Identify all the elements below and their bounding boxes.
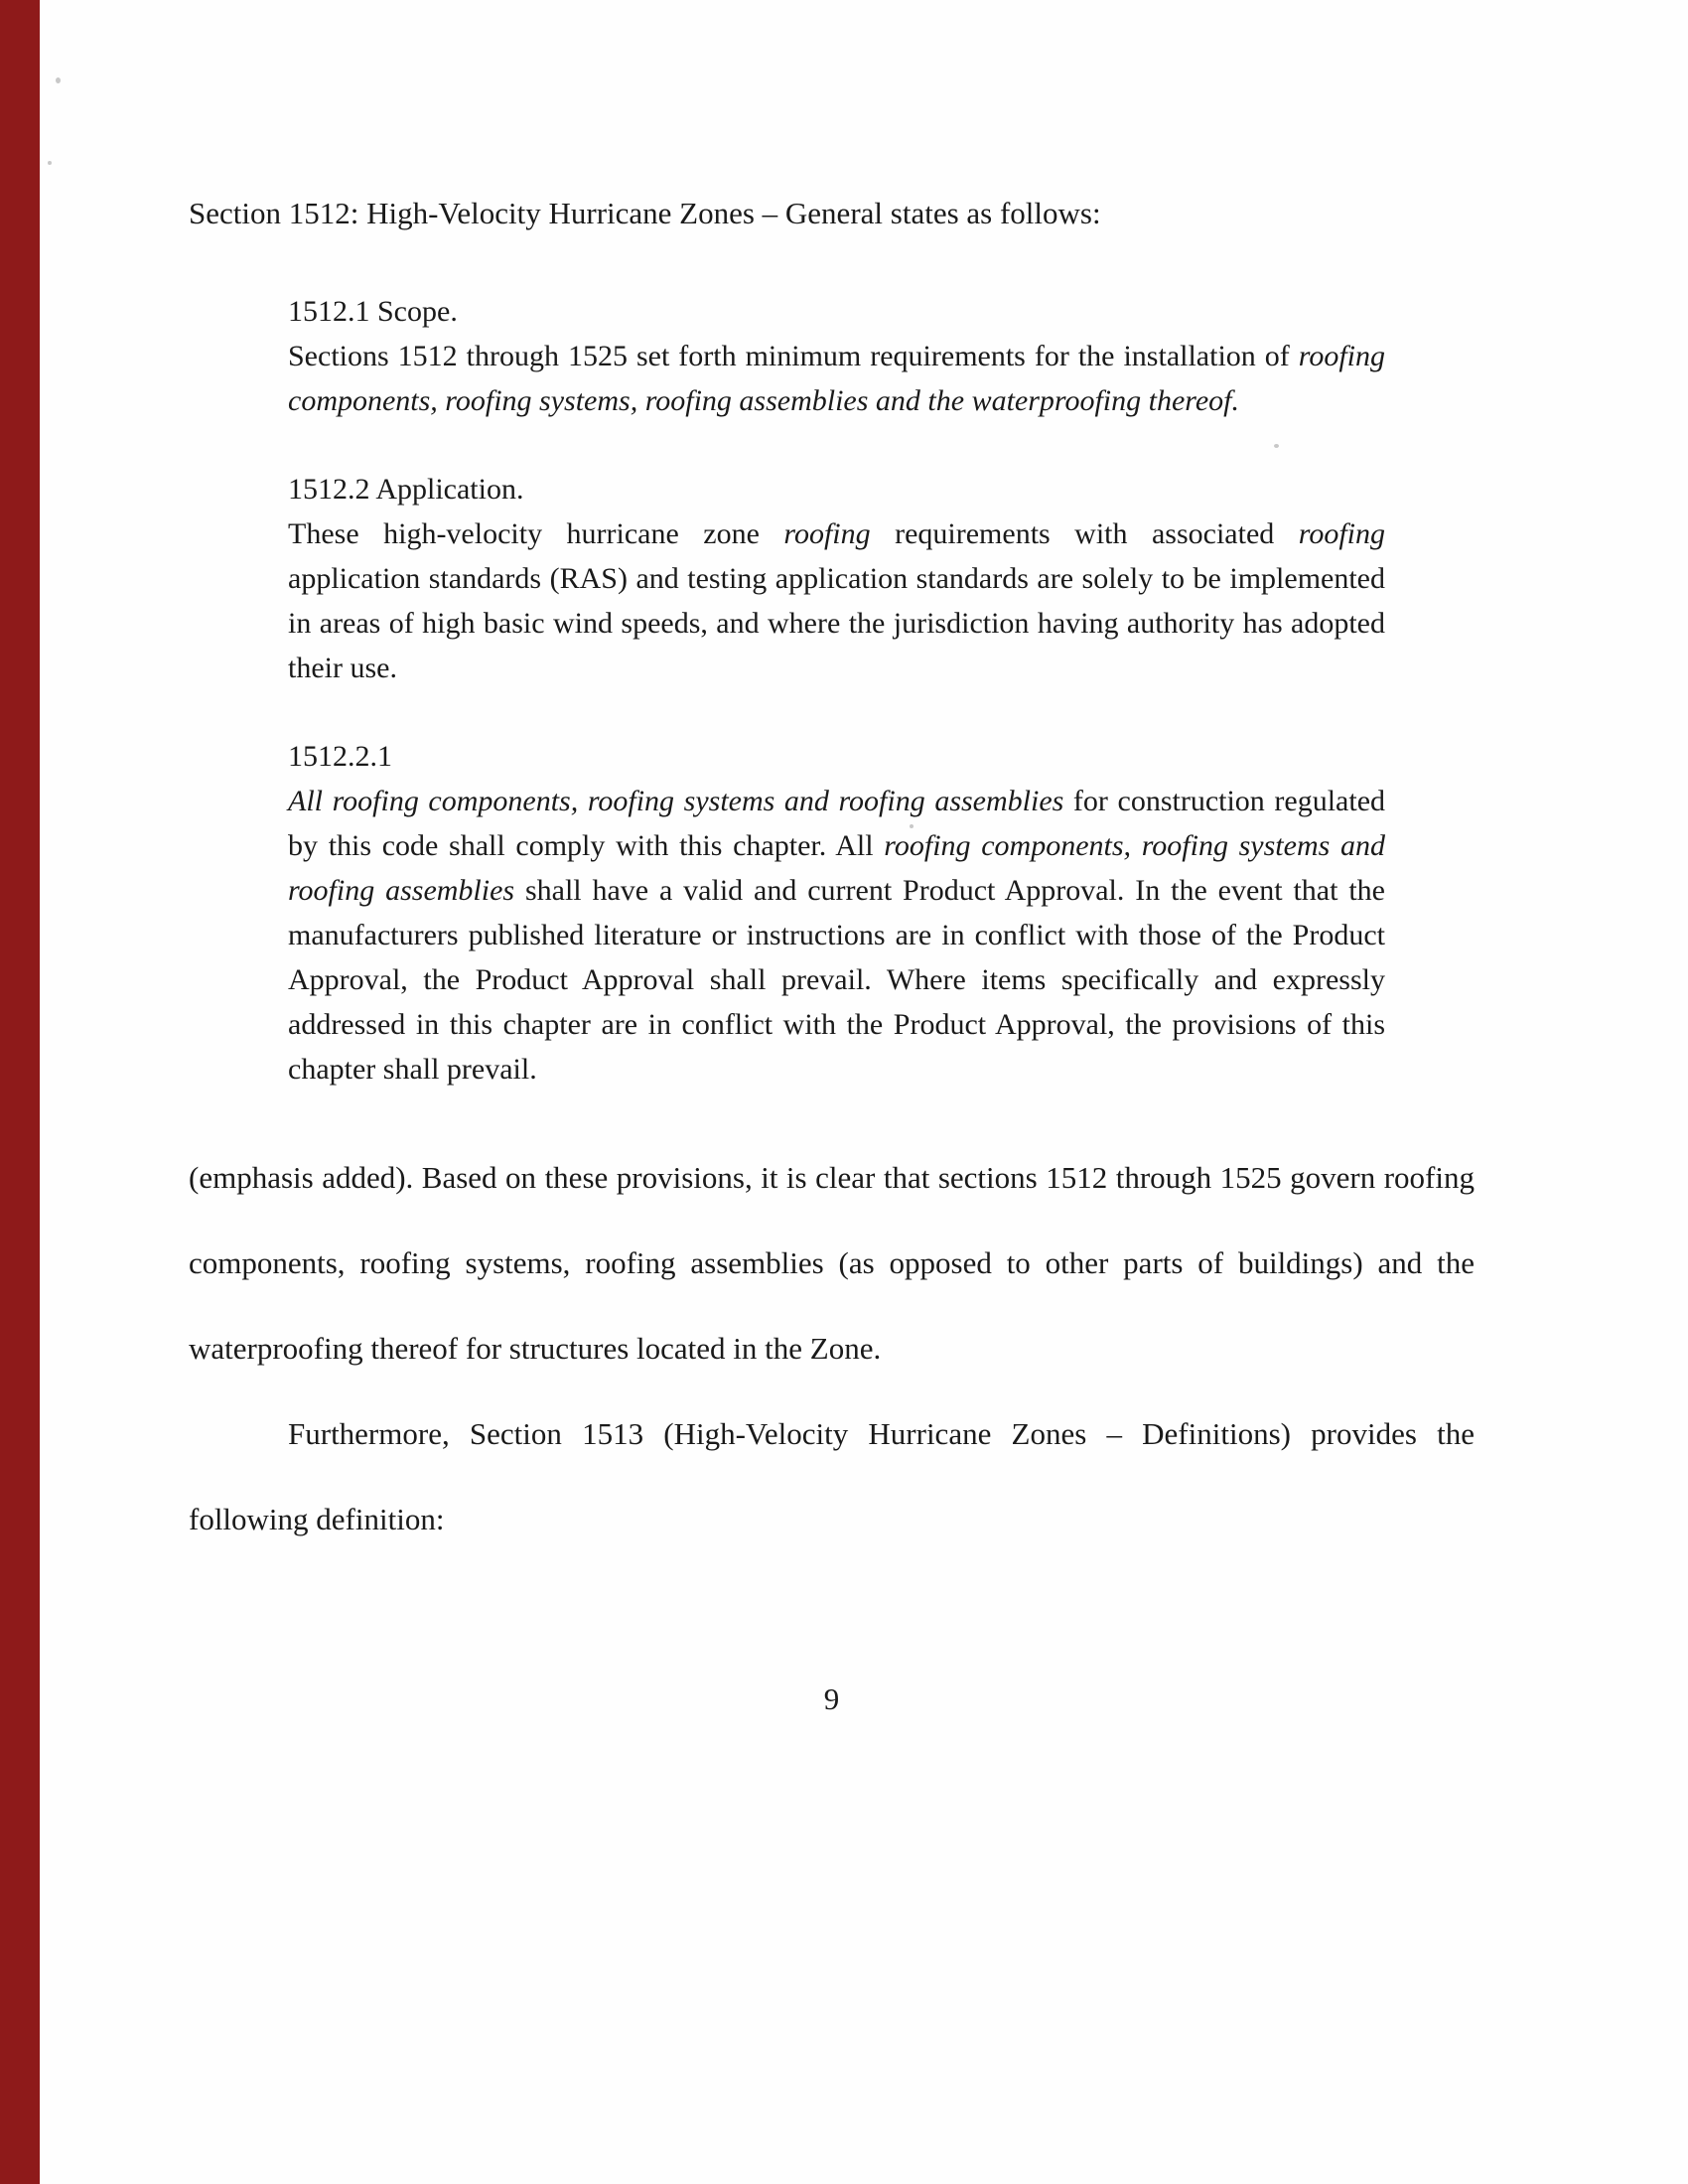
quote-heading: 1512.2.1 [288, 740, 392, 773]
scan-speck [48, 161, 52, 165]
quote-heading: 1512.2 Application. [288, 473, 524, 506]
quote-heading: 1512.1 Scope. [288, 295, 458, 328]
scan-binding-edge [0, 0, 40, 2184]
section-intro-text: Section 1512: High-Velocity Hurricane Zones – General states as follows: [189, 196, 1101, 230]
body-paragraph-furthermore: Furthermore, Section 1513 (High-Velocity Hurricane Zones – Definitions) provides the following definition: [189, 1416, 1475, 1536]
page-number: 9 [823, 1681, 840, 1716]
quote-body: All roofing components, roofing systems and roofing assemblies for construction regulated by this code shall comply with this chapter. All roofing components, roofing systems and roofing assemblies shall have a valid and current Product Approval. In the event that the manufacturers published literature or instructions are in conflict with those of the Product Approval, the Product Approval shall prevail. Where items specifically and expressly addressed in this chapter are in conflict with the Product Approval, the provisions of this chapter shall prevail. [288, 785, 1386, 1086]
scan-speck [56, 77, 61, 83]
quote-body: Sections 1512 through 1525 set forth minimum requirements for the installation of roofing components, roofing systems, roofing assemblies and the waterproofing thereof. [288, 340, 1385, 417]
quote-block-scope [288, 289, 1385, 423]
quote-block-compliance [288, 734, 1385, 1092]
document-content [189, 194, 1475, 1717]
quote-body: These high-velocity hurricane zone roofing requirements with associated roofing application standards (RAS) and testing application standards are solely to be implemented in areas of high basic wind speeds, and where the jurisdiction having authority has adopted their use. [288, 517, 1385, 684]
body-paragraph-emphasis-added: (emphasis added). Based on these provisions, it is clear that sections 1512 through 1525 govern roofing components, roofing systems, roofing assemblies (as opposed to other parts of buildings) and the waterproofing thereof for structures located in the Zone. [189, 1160, 1475, 1366]
quote-block-application [288, 467, 1385, 690]
